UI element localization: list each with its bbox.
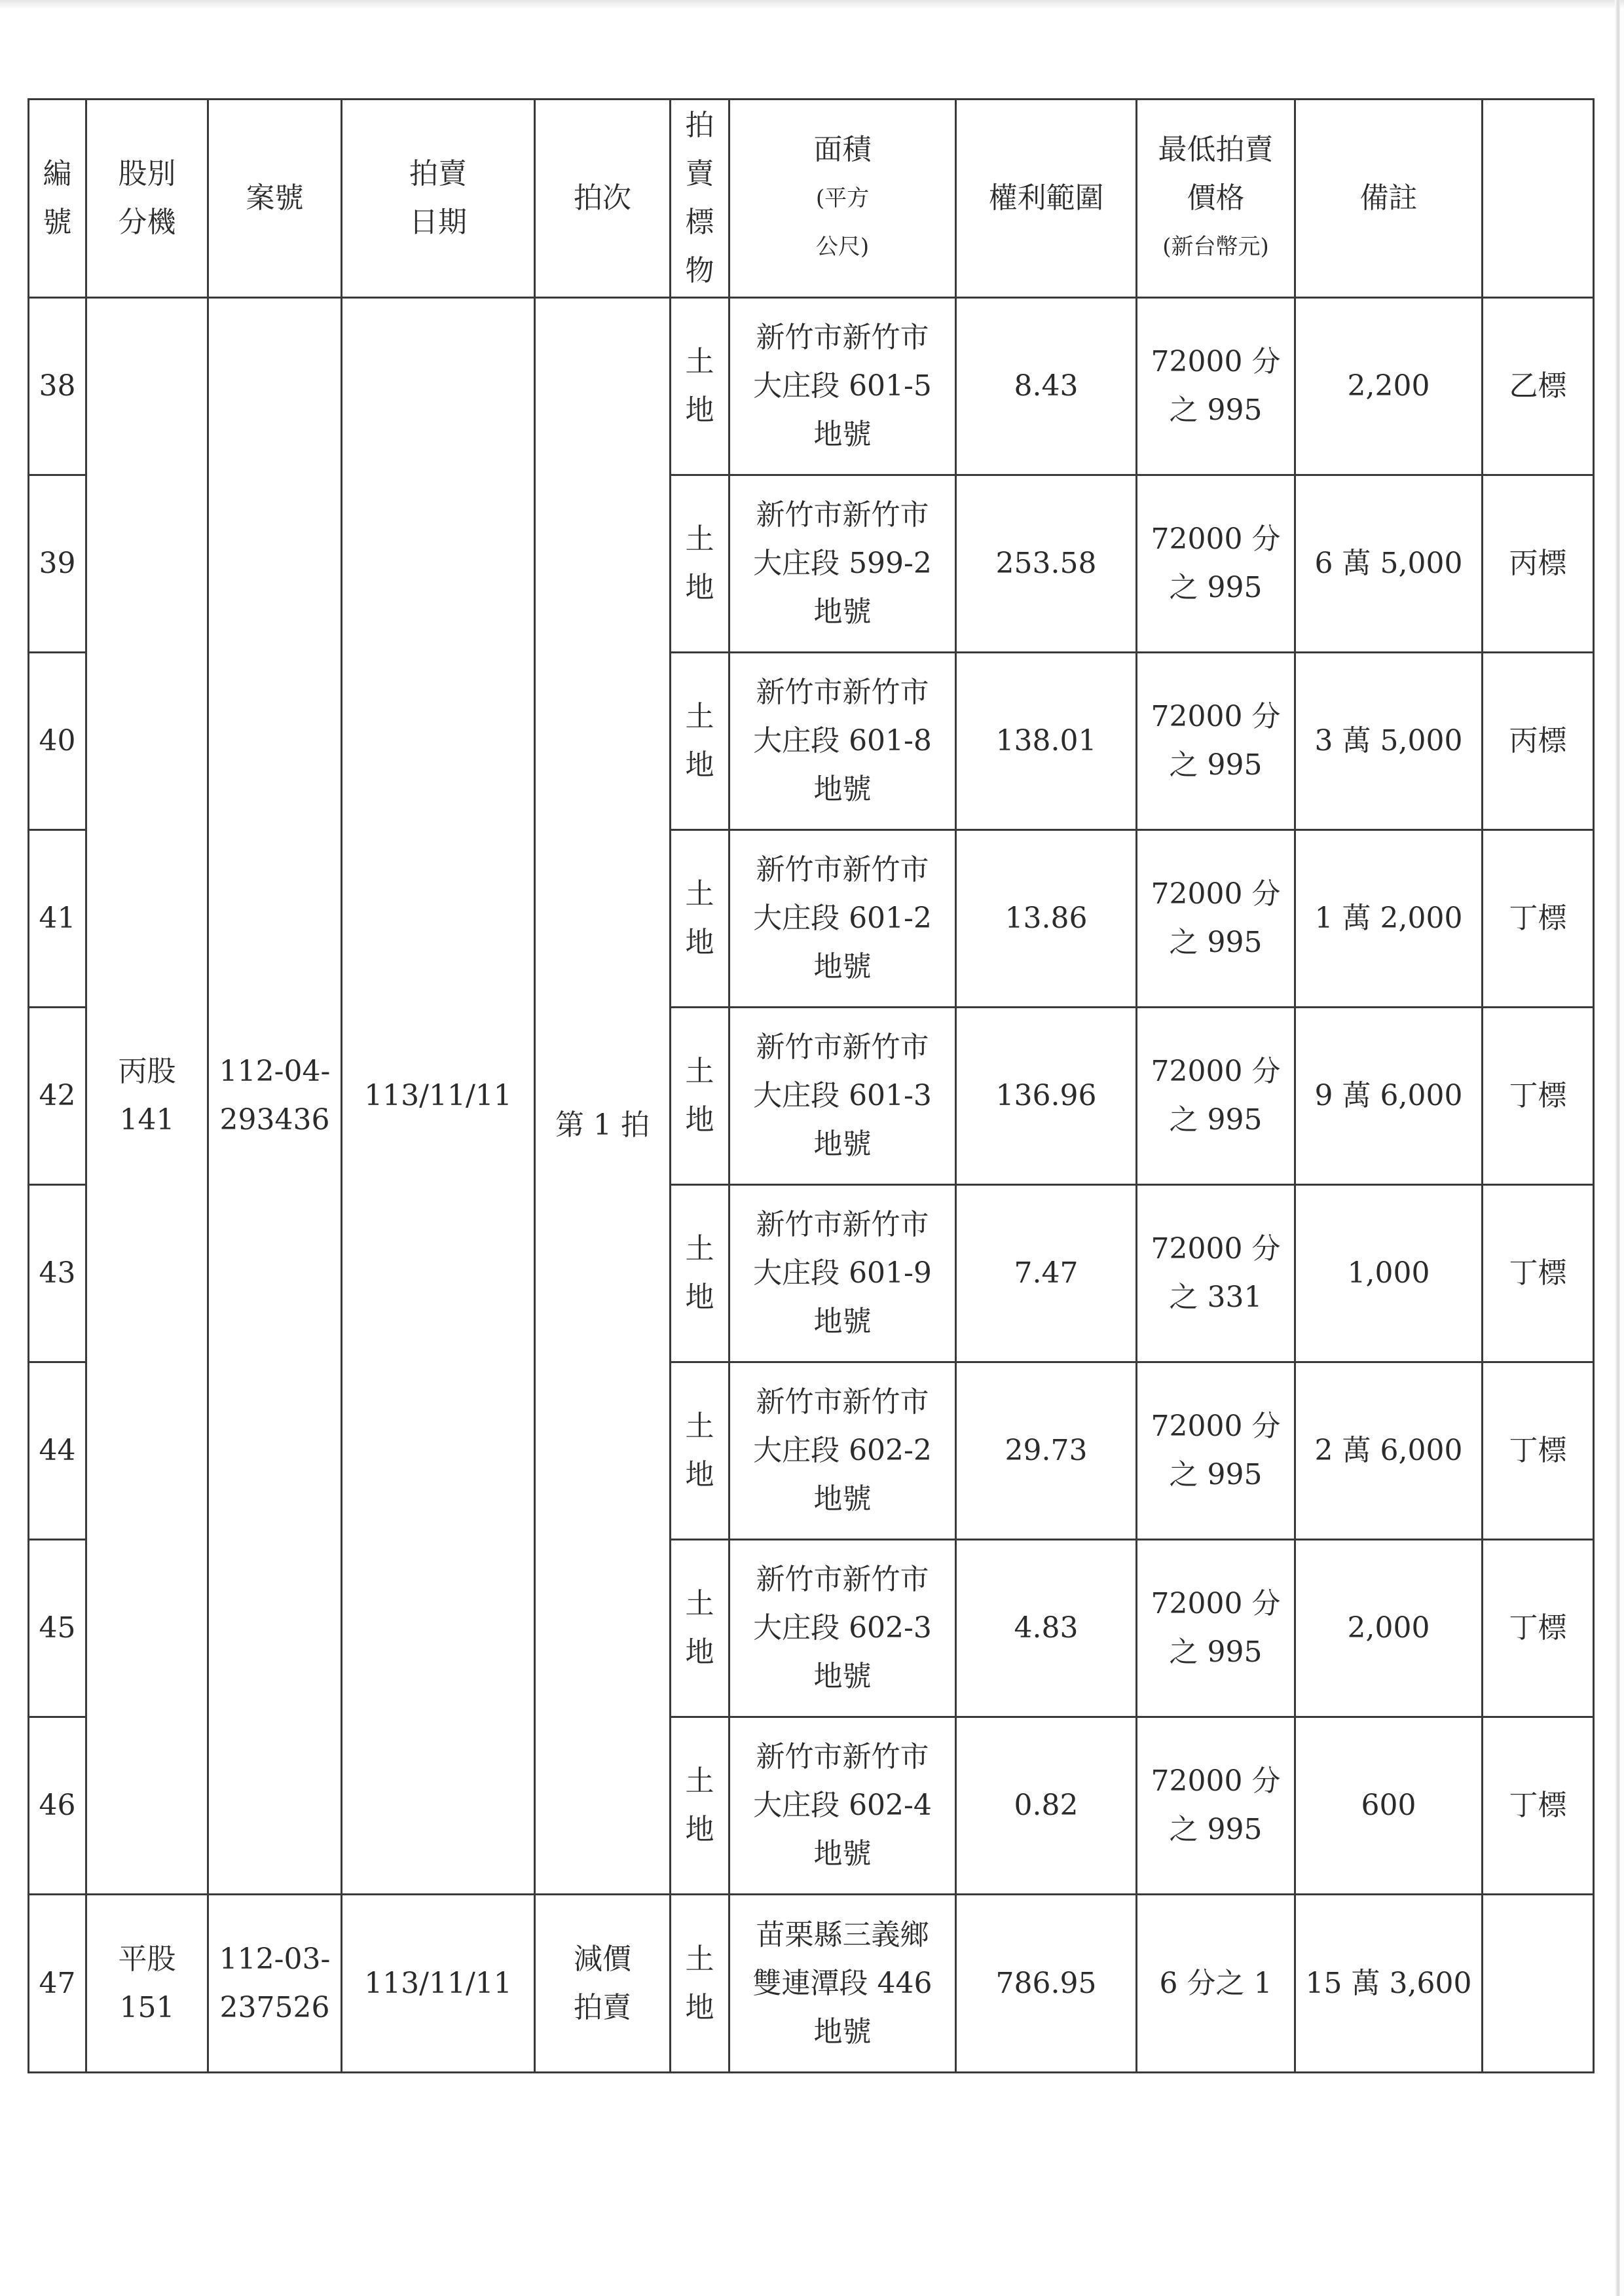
cell-location xyxy=(729,1008,956,1185)
location-line: 大庄段 601-9 xyxy=(753,1256,932,1290)
division-line: 平股 xyxy=(118,1942,176,1976)
cell-min-price: 2,200 xyxy=(1295,298,1483,475)
cell-rights xyxy=(1137,830,1295,1008)
rights-line: 72000 分 xyxy=(1151,345,1281,378)
cell-min-price: 3 萬 5,000 xyxy=(1295,653,1483,830)
cell-no: 38 xyxy=(29,298,86,475)
case-no-line: 112-03- xyxy=(219,1942,331,1976)
cell-object xyxy=(671,1717,729,1895)
cell-rights xyxy=(1137,1362,1295,1540)
cell-note: 丁標 xyxy=(1483,1362,1594,1540)
cell-area: 138.01 xyxy=(956,653,1137,830)
location-line: 新竹市新竹市 xyxy=(756,1385,929,1419)
cell-rights xyxy=(1137,1540,1295,1717)
case-no-line: 112-04- xyxy=(219,1055,331,1088)
location-line: 新竹市新竹市 xyxy=(756,321,929,354)
header-division: 股別 分機 xyxy=(86,100,208,298)
cell-object xyxy=(671,475,729,653)
cell-division xyxy=(86,298,208,1895)
cell-note xyxy=(1483,1895,1594,2073)
division-line: 141 xyxy=(119,1103,175,1137)
object-text: 土地 xyxy=(685,1942,714,2024)
cell-location xyxy=(729,1362,956,1540)
cell-no: 39 xyxy=(29,475,86,653)
rights-line: 之 995 xyxy=(1169,571,1263,604)
cell-rights xyxy=(1137,1185,1295,1362)
cell-note: 乙標 xyxy=(1483,298,1594,475)
location-line: 新竹市新竹市 xyxy=(756,1208,929,1241)
cell-area: 4.83 xyxy=(956,1540,1137,1717)
cell-no: 42 xyxy=(29,1008,86,1185)
header-case-no: 案號 xyxy=(208,100,342,298)
rights-line: 之 995 xyxy=(1169,1103,1263,1137)
header-no: 編號 xyxy=(29,100,86,298)
cell-location xyxy=(729,1540,956,1717)
scan-edge-top xyxy=(0,0,1624,9)
cell-note: 丁標 xyxy=(1483,830,1594,1008)
cell-note: 丙標 xyxy=(1483,475,1594,653)
header-min-price: 最低拍賣 價格 (新台幣元) xyxy=(1137,100,1295,298)
object-text: 土地 xyxy=(685,1232,714,1314)
cell-no: 43 xyxy=(29,1185,86,1362)
location-line: 大庄段 601-8 xyxy=(753,724,932,757)
cell-min-price: 2 萬 6,000 xyxy=(1295,1362,1483,1540)
cell-rights xyxy=(1137,653,1295,830)
object-text: 土地 xyxy=(685,345,714,427)
table-row xyxy=(29,298,1594,475)
location-line: 地號 xyxy=(813,1127,872,1161)
case-no-line: 237526 xyxy=(219,1990,330,2024)
location-line: 大庄段 601-2 xyxy=(753,902,932,935)
rights-line: 之 995 xyxy=(1169,393,1263,427)
cell-location xyxy=(729,1895,956,2073)
cell-min-price: 6 萬 5,000 xyxy=(1295,475,1483,653)
location-line: 大庄段 602-2 xyxy=(753,1434,932,1467)
location-line: 苗栗縣三義鄉 xyxy=(756,1918,929,1952)
cell-area: 29.73 xyxy=(956,1362,1137,1540)
location-line: 新竹市新竹市 xyxy=(756,1740,929,1774)
cell-area: 253.58 xyxy=(956,475,1137,653)
cell-object xyxy=(671,830,729,1008)
header-object: 拍賣標物 xyxy=(671,100,729,298)
cell-min-price: 9 萬 6,000 xyxy=(1295,1008,1483,1185)
cell-object xyxy=(671,298,729,475)
cell-rights xyxy=(1137,1895,1295,2073)
header-round: 拍次 xyxy=(535,100,671,298)
cell-no: 40 xyxy=(29,653,86,830)
location-line: 新竹市新竹市 xyxy=(756,1030,929,1064)
location-line: 地號 xyxy=(813,1837,872,1870)
cell-area: 0.82 xyxy=(956,1717,1137,1895)
cell-location xyxy=(729,653,956,830)
cell-rights xyxy=(1137,1008,1295,1185)
cell-location xyxy=(729,1717,956,1895)
cell-case-no xyxy=(208,298,342,1895)
location-line: 新竹市新竹市 xyxy=(756,676,929,709)
case-no-line: 293436 xyxy=(219,1103,330,1137)
rights-line: 72000 分 xyxy=(1151,1587,1281,1620)
cell-min-price: 1,000 xyxy=(1295,1185,1483,1362)
cell-object xyxy=(671,1895,729,2073)
cell-area: 136.96 xyxy=(956,1008,1137,1185)
cell-rights xyxy=(1137,475,1295,653)
location-line: 大庄段 601-3 xyxy=(753,1079,932,1112)
cell-location xyxy=(729,830,956,1008)
location-line: 地號 xyxy=(813,773,872,806)
rights-line: 72000 分 xyxy=(1151,1232,1281,1266)
cell-object xyxy=(671,1185,729,1362)
location-line: 大庄段 599-2 xyxy=(753,547,932,580)
table-row xyxy=(29,1895,1594,2073)
cell-rights xyxy=(1137,298,1295,475)
rights-line: 72000 分 xyxy=(1151,877,1281,911)
cell-note: 丁標 xyxy=(1483,1717,1594,1895)
location-line: 新竹市新竹市 xyxy=(756,498,929,532)
cell-division xyxy=(86,1895,208,2073)
cell-object xyxy=(671,653,729,830)
cell-object xyxy=(671,1362,729,1540)
rights-line: 72000 分 xyxy=(1151,1764,1281,1798)
cell-auction-date: 113/11/11 xyxy=(342,1895,535,2073)
cell-object xyxy=(671,1540,729,1717)
cell-note: 丙標 xyxy=(1483,653,1594,830)
cell-min-price: 15 萬 3,600 xyxy=(1295,1895,1483,2073)
object-text: 土地 xyxy=(685,1587,714,1669)
rights-line: 72000 分 xyxy=(1151,1410,1281,1443)
cell-round xyxy=(535,1895,671,2073)
object-text: 土地 xyxy=(685,1410,714,1491)
cell-location xyxy=(729,475,956,653)
cell-object xyxy=(671,1008,729,1185)
rights-line: 之 995 xyxy=(1169,926,1263,959)
cell-rights xyxy=(1137,1717,1295,1895)
location-line: 雙連潭段 446 xyxy=(752,1966,932,2000)
rights-line: 72000 分 xyxy=(1151,700,1281,733)
location-line: 大庄段 601-5 xyxy=(753,369,932,403)
location-line: 地號 xyxy=(813,2014,872,2049)
cell-area: 7.47 xyxy=(956,1185,1137,1362)
object-text: 土地 xyxy=(685,700,714,782)
header-extra xyxy=(1483,100,1594,298)
location-line: 地號 xyxy=(813,1305,872,1338)
division-line: 丙股 xyxy=(118,1055,176,1088)
object-text: 土地 xyxy=(685,522,714,604)
cell-case-no xyxy=(208,1895,342,2073)
cell-no: 41 xyxy=(29,830,86,1008)
location-line: 大庄段 602-3 xyxy=(753,1611,932,1645)
cell-area: 13.86 xyxy=(956,830,1137,1008)
cell-note: 丁標 xyxy=(1483,1008,1594,1185)
object-text: 土地 xyxy=(685,1055,714,1137)
location-line: 地號 xyxy=(813,950,872,983)
location-line: 新竹市新竹市 xyxy=(756,853,929,886)
cell-note: 丁標 xyxy=(1483,1540,1594,1717)
header-auction-date: 拍賣 日期 xyxy=(342,100,535,298)
cell-location xyxy=(729,1185,956,1362)
rights-line: 6 分之 1 xyxy=(1159,1966,1272,2000)
cell-round: 第 1 拍 xyxy=(535,298,671,1895)
header-row xyxy=(29,100,1594,298)
rights-line: 之 995 xyxy=(1169,1813,1263,1846)
cell-location xyxy=(729,298,956,475)
object-text: 土地 xyxy=(685,1764,714,1846)
scan-edge-right xyxy=(1615,0,1620,2296)
location-line: 地號 xyxy=(813,595,872,629)
location-line: 新竹市新竹市 xyxy=(756,1563,929,1596)
header-rights: 權利範圍 xyxy=(956,100,1137,298)
header-remarks: 備註 xyxy=(1295,100,1483,298)
rights-line: 之 995 xyxy=(1169,1458,1263,1491)
cell-no: 45 xyxy=(29,1540,86,1717)
rights-line: 之 995 xyxy=(1169,748,1263,782)
rights-line: 72000 分 xyxy=(1151,1055,1281,1088)
location-line: 地號 xyxy=(813,418,872,451)
cell-area: 8.43 xyxy=(956,298,1137,475)
cell-area: 786.95 xyxy=(956,1895,1137,2073)
location-line: 大庄段 602-4 xyxy=(753,1789,932,1822)
cell-min-price: 2,000 xyxy=(1295,1540,1483,1717)
cell-min-price: 1 萬 2,000 xyxy=(1295,830,1483,1008)
object-text: 土地 xyxy=(685,877,714,959)
rights-line: 之 995 xyxy=(1169,1635,1263,1669)
cell-no: 46 xyxy=(29,1717,86,1895)
rights-line: 之 331 xyxy=(1169,1281,1263,1314)
cell-note: 丁標 xyxy=(1483,1185,1594,1362)
round-line: 減價 xyxy=(574,1942,631,1976)
round-line: 拍賣 xyxy=(574,1990,631,2024)
header-area: 面積 (平方 公尺) xyxy=(729,100,956,298)
cell-auction-date: 113/11/11 xyxy=(342,298,535,1895)
rights-line: 72000 分 xyxy=(1151,522,1281,556)
division-line: 151 xyxy=(119,1990,175,2024)
cell-no: 47 xyxy=(29,1895,86,2073)
cell-no: 44 xyxy=(29,1362,86,1540)
location-line: 地號 xyxy=(813,1660,872,1693)
cell-min-price: 600 xyxy=(1295,1717,1483,1895)
auction-table xyxy=(28,98,1595,2073)
location-line: 地號 xyxy=(813,1482,872,1516)
